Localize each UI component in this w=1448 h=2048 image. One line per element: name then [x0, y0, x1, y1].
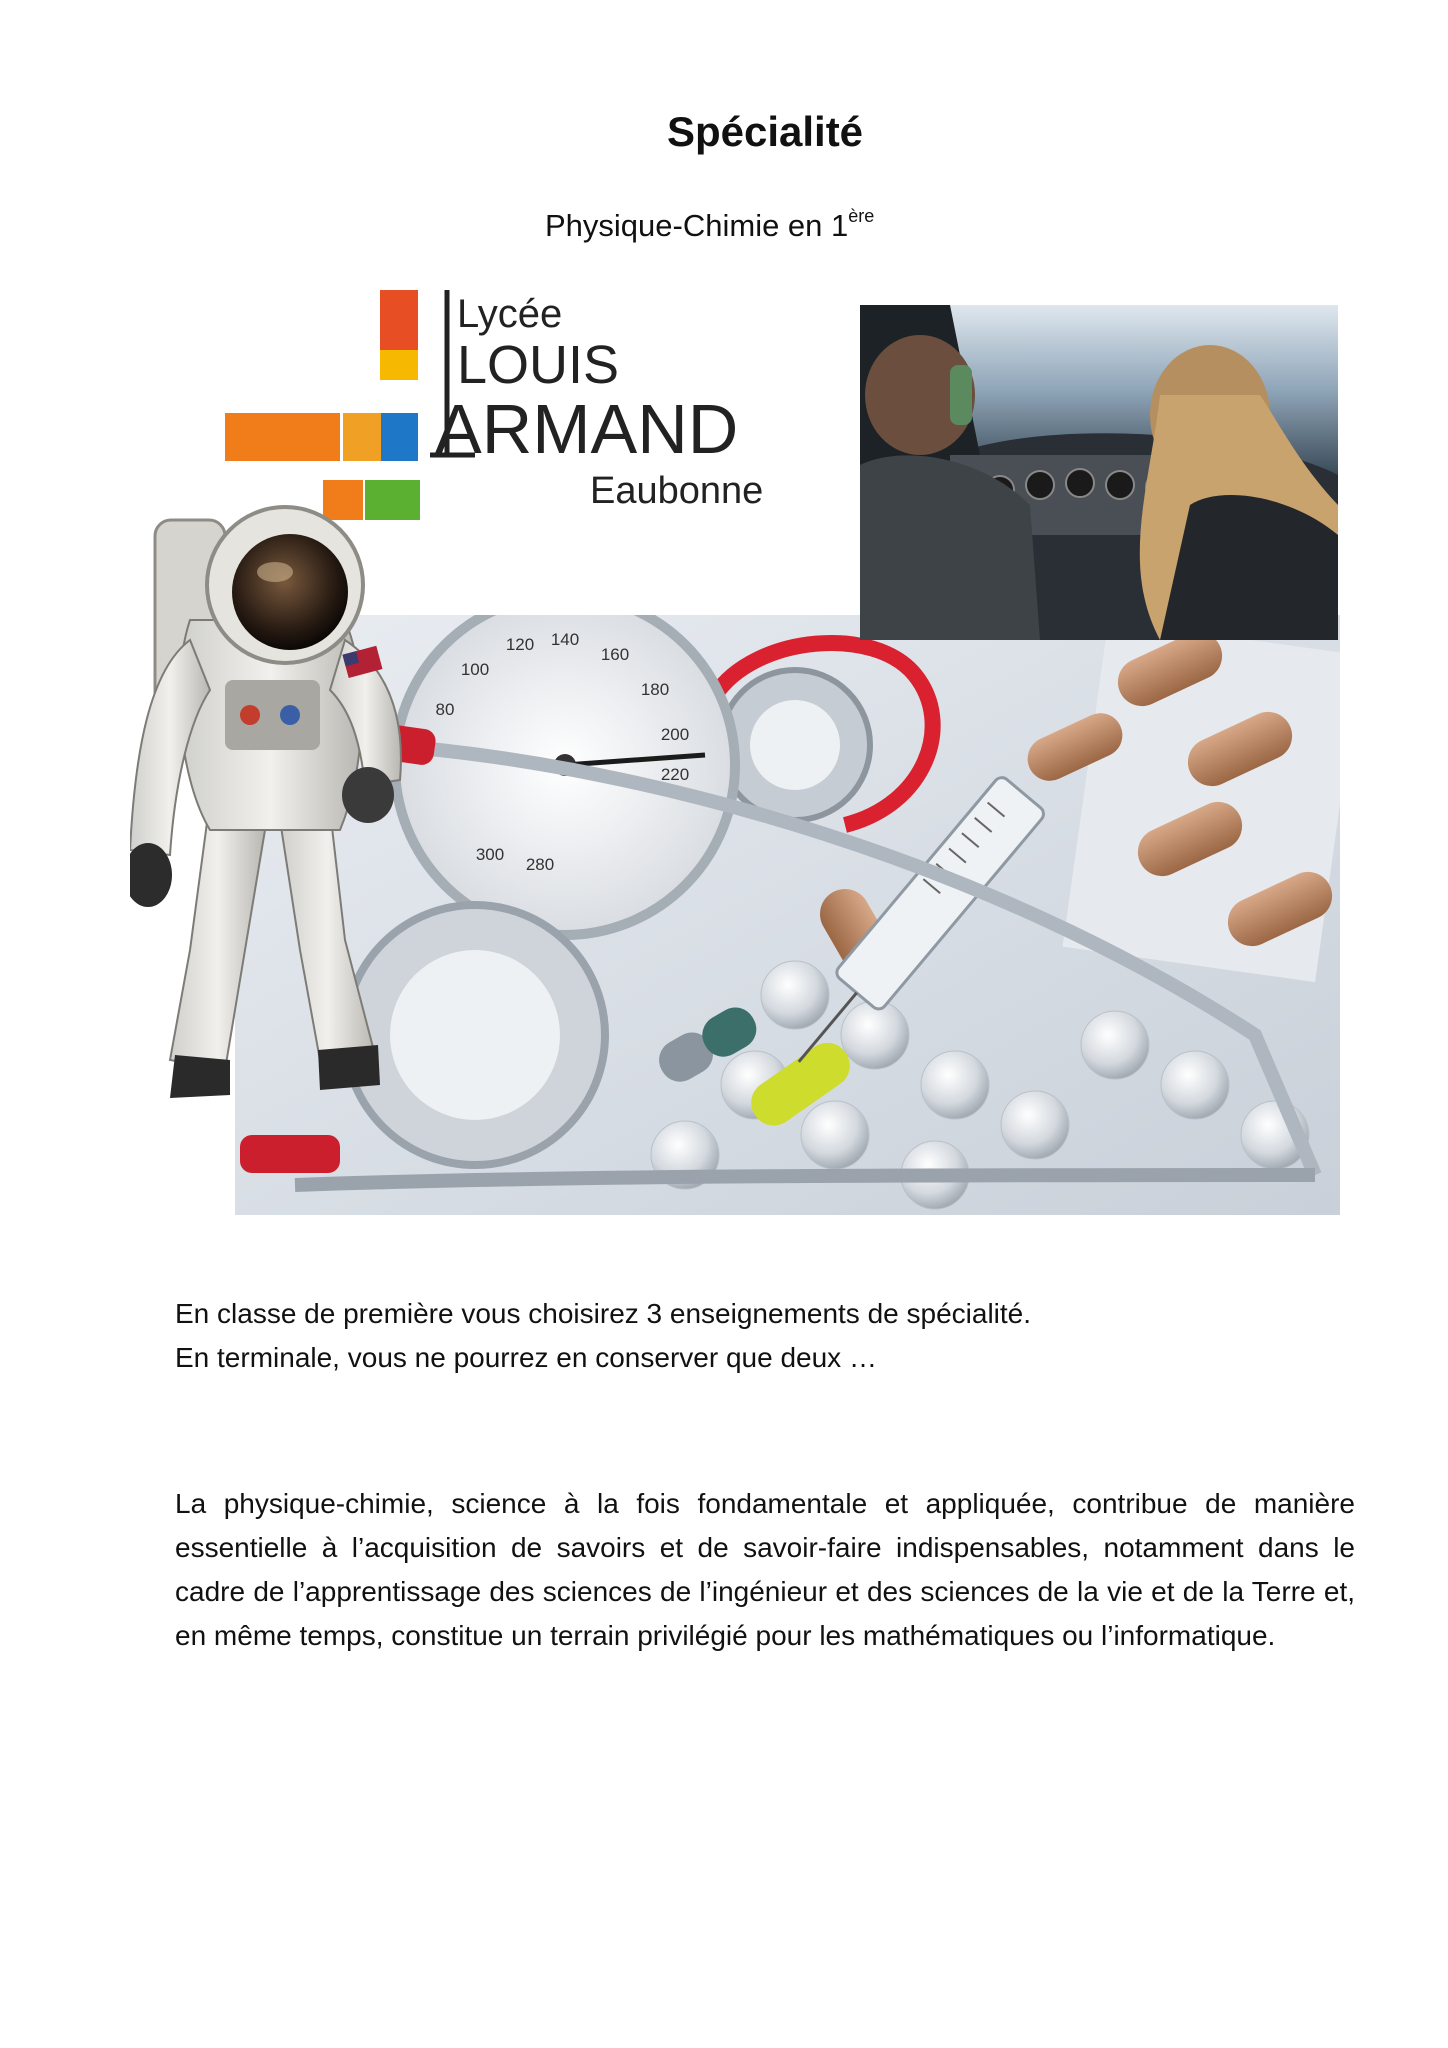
intro-line-1: En classe de première vous choisirez 3 enseignements de spécialité. — [175, 1298, 1032, 1329]
logo-louis: LOUIS — [457, 335, 620, 395]
gauge-tick: 200 — [660, 725, 690, 744]
logo-eaubonne: Eaubonne — [590, 470, 764, 512]
gauge-tick: 160 — [600, 645, 630, 664]
gauge-tick: 120 — [505, 635, 535, 654]
logo-mark — [225, 285, 855, 520]
gauge-tick: 300 — [475, 845, 505, 864]
gauge-tick: 140 — [550, 630, 580, 649]
gauge-tick: 220 — [660, 765, 690, 784]
intro-line-2: En terminale, vous ne pourrez en conserver que deux … — [175, 1342, 877, 1373]
gauge-tick: 180 — [640, 680, 670, 699]
subtitle-superscript: ère — [848, 206, 875, 226]
gauge-tick: 100 — [460, 660, 490, 679]
astronaut-image — [130, 500, 440, 1105]
page-title: Spécialité — [666, 108, 864, 155]
subtitle-text: Physique-Chimie en 1 — [545, 208, 849, 243]
gauge-tick: 80 — [435, 700, 455, 719]
illustration-collage — [130, 285, 1340, 1215]
logo-armand: ARMAND — [435, 390, 739, 468]
logo-lycee: Lycée — [457, 292, 563, 336]
intro-paragraph — [175, 1292, 1355, 1380]
school-logo — [225, 285, 855, 520]
page-subtitle — [545, 206, 874, 244]
body-paragraph: La physique-chimie, science à la fois fondamentale et appliquée, contribue de manière essentielle à l’acquisition de savoirs et de savoir-faire indispensables, notamment dans le cadre de l’apprentissage des sciences de l’ingénieur et des sciences de la vie et de la Terre et, en même temps, constitue un terrain privilégié pour les mathématiques ou l’informatique. — [175, 1488, 1355, 1651]
cockpit-photo — [860, 305, 1338, 640]
gauge-tick: 280 — [525, 855, 555, 874]
